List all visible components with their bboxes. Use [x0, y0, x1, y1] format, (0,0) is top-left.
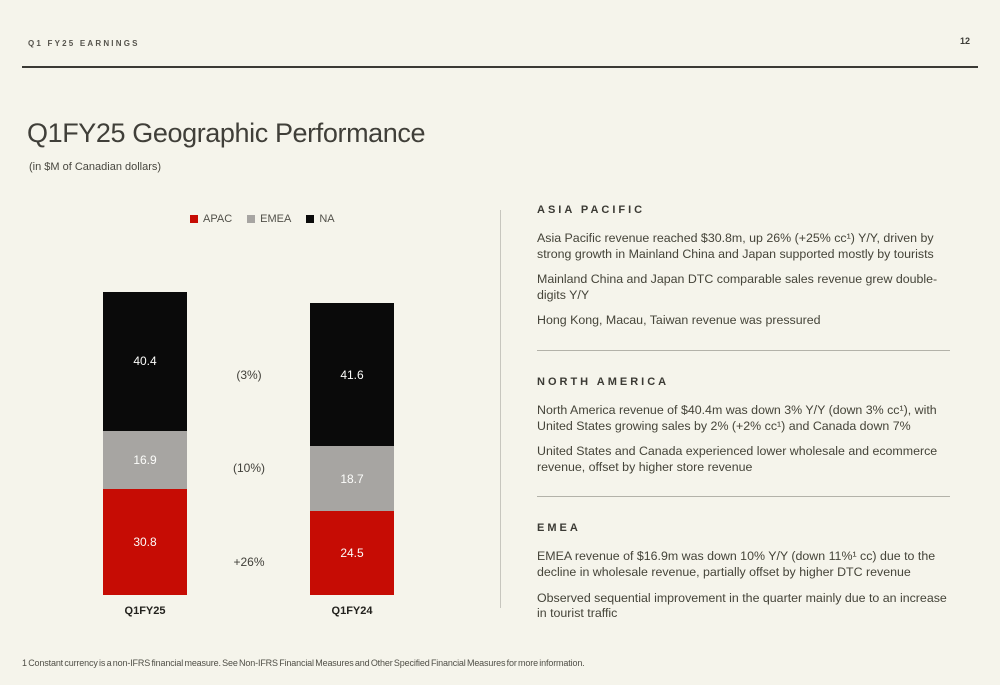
legend-item-na — [306, 213, 334, 225]
bar-segment-apac — [310, 511, 394, 595]
commentary-column — [537, 204, 950, 632]
segment-value-label: 16.9 — [133, 453, 157, 467]
legend-swatch-icon — [190, 215, 198, 223]
bar-segment-na — [103, 292, 187, 431]
slide-eyebrow: Q1 FY25 EARNINGS — [28, 39, 140, 48]
yoy-delta-na: (3%) — [236, 368, 262, 382]
section-paragraph: EMEA revenue of $16.9m was down 10% Y/Y (down 11%¹ cc) due to the decline in wholesale revenue, partially offset by higher DTC revenue — [537, 549, 936, 579]
yoy-delta-apac: +26% — [233, 555, 265, 569]
section-divider — [537, 496, 950, 497]
vertical-divider — [500, 210, 501, 608]
section-heading: ASIA PACIFIC — [537, 204, 646, 216]
stacked-bar-q1fy24 — [310, 303, 394, 595]
page-number: 12 — [959, 36, 970, 46]
segment-value-label: 30.8 — [133, 535, 157, 550]
section-north-america — [537, 376, 950, 475]
section-paragraph: Asia Pacific revenue reached $30.8m, up 26% (+25% cc¹) Y/Y, driven by strong growth in Mainland China and Japan supported mostly by tourists — [537, 231, 934, 261]
bar-segment-emea — [103, 431, 187, 489]
section-asia-pacific — [537, 204, 950, 329]
legend-item-apac — [190, 213, 232, 225]
section-divider — [537, 350, 950, 351]
section-paragraph: North America revenue of $40.4m was down 3% Y/Y (down 3% cc¹), with United States growing sales by 2% (+2% cc¹) and Canada down 7% — [537, 402, 937, 433]
section-heading: EMEA — [537, 522, 581, 535]
section-paragraph: Mainland China and Japan DTC comparable sales revenue grew double-digits Y/Y — [537, 272, 938, 302]
legend-item-emea — [247, 213, 291, 225]
segment-value-label: 18.7 — [340, 471, 364, 486]
legend-label: NA — [319, 213, 335, 225]
slide-subtitle: (in $M of Canadian dollars) — [29, 161, 162, 173]
footnote: 1 Constant currency is a non-IFRS financial measure. See Non-IFRS Financial Measures and Other Specified Financial Measures for more information. — [22, 658, 585, 668]
segment-value-label: 40.4 — [133, 354, 157, 369]
bar-category-label: Q1FY24 — [331, 605, 373, 617]
legend-swatch-icon — [247, 215, 255, 223]
segment-value-label: 24.5 — [340, 545, 364, 560]
bar-segment-na — [310, 303, 394, 446]
slide-title: Q1FY25 Geographic Performance — [27, 118, 426, 148]
section-paragraph: Hong Kong, Macau, Taiwan revenue was pressured — [537, 313, 821, 328]
legend-swatch-icon — [306, 215, 314, 223]
legend-label: EMEA — [260, 213, 292, 225]
bar-segment-emea — [310, 446, 394, 510]
header-rule — [22, 66, 978, 68]
chart-legend — [190, 213, 335, 225]
bar-segment-apac — [103, 489, 187, 595]
section-paragraph: United States and Canada experienced lower wholesale and ecommerce revenue, offset by higher store revenue — [537, 444, 938, 474]
segment-value-label: 41.6 — [340, 367, 364, 382]
section-emea — [537, 522, 950, 621]
yoy-delta-emea: (10%) — [232, 461, 265, 475]
section-heading: NORTH AMERICA — [537, 375, 670, 388]
legend-label: APAC — [203, 213, 233, 225]
stacked-bar-q1fy25 — [103, 292, 187, 595]
section-paragraph: Observed sequential improvement in the quarter mainly due to an increase in tourist traffic — [537, 590, 947, 621]
bar-category-label: Q1FY25 — [124, 605, 166, 617]
